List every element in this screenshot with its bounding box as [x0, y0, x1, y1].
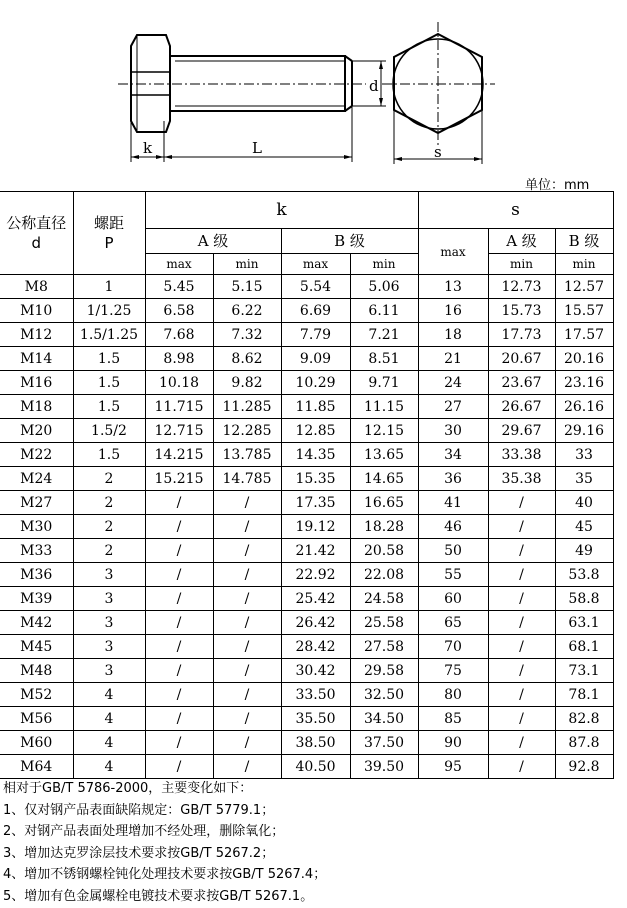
- table-cell: 29.16: [555, 419, 613, 443]
- table-cell: 22.92: [281, 563, 350, 587]
- table-cell: 39.50: [350, 755, 418, 779]
- table-cell: /: [213, 539, 281, 563]
- table-cell: /: [488, 611, 555, 635]
- table-cell: /: [145, 611, 213, 635]
- k-grade-a: A 级: [145, 229, 281, 254]
- table-cell: 7.79: [281, 323, 350, 347]
- table-cell: 35: [555, 467, 613, 491]
- table-cell: 90: [418, 731, 488, 755]
- table-cell: 23.16: [555, 371, 613, 395]
- table-cell: /: [213, 515, 281, 539]
- s-b-min: min: [555, 254, 613, 275]
- table-cell: 20.16: [555, 347, 613, 371]
- table-cell: 1.5: [73, 443, 145, 467]
- table-cell: 65: [418, 611, 488, 635]
- note-line: 2、对钢产品表面处理增加不经处理，删除氧化；: [3, 824, 285, 840]
- table-cell: 1.5: [73, 371, 145, 395]
- col-d-symbol: d: [31, 234, 42, 252]
- table-cell: /: [213, 587, 281, 611]
- k-grade-b: B 级: [281, 229, 418, 254]
- table-cell: 17.35: [281, 491, 350, 515]
- table-cell: /: [488, 755, 555, 779]
- col-p-title: 螺距: [93, 214, 124, 232]
- table-cell: 35.38: [488, 467, 555, 491]
- table-cell: /: [488, 491, 555, 515]
- table-cell: 3: [73, 635, 145, 659]
- col-d-header: [0, 192, 73, 275]
- table-cell: 16.65: [350, 491, 418, 515]
- table-row: [0, 419, 613, 443]
- table-cell: 1.5: [73, 347, 145, 371]
- table-cell: /: [213, 683, 281, 707]
- table-cell: 29.67: [488, 419, 555, 443]
- table-cell: /: [488, 731, 555, 755]
- table-cell: /: [145, 635, 213, 659]
- table-cell: 1.5/2: [73, 419, 145, 443]
- table-cell: /: [145, 707, 213, 731]
- table-cell: 8.51: [350, 347, 418, 371]
- s-a-min: min: [488, 254, 555, 275]
- table-cell: /: [213, 659, 281, 683]
- table-row: [0, 707, 613, 731]
- table-cell: 3: [73, 611, 145, 635]
- table-cell: /: [488, 539, 555, 563]
- table-cell: 7.32: [213, 323, 281, 347]
- table-cell: /: [213, 707, 281, 731]
- table-cell: /: [488, 659, 555, 683]
- table-cell: 5.54: [281, 275, 350, 299]
- bolt-drawing: [0, 0, 627, 172]
- table-cell: 14.785: [213, 467, 281, 491]
- table-cell: /: [488, 683, 555, 707]
- table-row: [0, 587, 613, 611]
- table-cell: 78.1: [555, 683, 613, 707]
- s-grade-a: A 级: [488, 229, 555, 254]
- dim-s-label: s: [434, 143, 442, 161]
- table-cell: 87.8: [555, 731, 613, 755]
- table-cell: 46: [418, 515, 488, 539]
- table-cell: 21: [418, 347, 488, 371]
- table-cell: /: [213, 491, 281, 515]
- table-cell: 14.35: [281, 443, 350, 467]
- table-cell: /: [488, 563, 555, 587]
- table-cell: /: [488, 635, 555, 659]
- table-cell: 1/1.25: [73, 299, 145, 323]
- table-cell: 1.5: [73, 395, 145, 419]
- table-cell: M30: [0, 515, 73, 539]
- table-cell: /: [145, 515, 213, 539]
- table-cell: 70: [418, 635, 488, 659]
- table-cell: /: [213, 611, 281, 635]
- table-cell: 17.73: [488, 323, 555, 347]
- s-header: s: [418, 192, 613, 229]
- table-cell: M8: [0, 275, 73, 299]
- col-p-header: [73, 192, 145, 275]
- table-row: [0, 755, 613, 779]
- table-cell: 21.42: [281, 539, 350, 563]
- table-cell: 27.58: [350, 635, 418, 659]
- table-cell: 34.50: [350, 707, 418, 731]
- table-cell: 22.08: [350, 563, 418, 587]
- s-max-header: max: [418, 229, 488, 275]
- table-cell: 12.15: [350, 419, 418, 443]
- table-cell: 13.785: [213, 443, 281, 467]
- table-cell: 15.215: [145, 467, 213, 491]
- dim-k-label: k: [143, 139, 153, 157]
- table-cell: 3: [73, 587, 145, 611]
- dim-d-label: d: [369, 77, 379, 95]
- table-cell: 25.42: [281, 587, 350, 611]
- table-cell: 4: [73, 731, 145, 755]
- table-cell: M20: [0, 419, 73, 443]
- table-cell: 40: [555, 491, 613, 515]
- table-row: [0, 683, 613, 707]
- table-row: [0, 515, 613, 539]
- table-cell: 24.58: [350, 587, 418, 611]
- table-row: [0, 539, 613, 563]
- table-cell: /: [145, 731, 213, 755]
- table-cell: 95: [418, 755, 488, 779]
- table-cell: 19.12: [281, 515, 350, 539]
- table-cell: 6.69: [281, 299, 350, 323]
- table-cell: 9.71: [350, 371, 418, 395]
- table-cell: 11.15: [350, 395, 418, 419]
- table-cell: 18.28: [350, 515, 418, 539]
- table-cell: 33: [555, 443, 613, 467]
- table-cell: /: [145, 659, 213, 683]
- table-cell: /: [145, 539, 213, 563]
- table-cell: 28.42: [281, 635, 350, 659]
- table-cell: 37.50: [350, 731, 418, 755]
- table-cell: /: [213, 755, 281, 779]
- table-cell: 49: [555, 539, 613, 563]
- table-cell: 30.42: [281, 659, 350, 683]
- table-cell: 55: [418, 563, 488, 587]
- col-p-symbol: P: [104, 234, 114, 252]
- k-a-min: min: [213, 254, 281, 275]
- table-cell: 16: [418, 299, 488, 323]
- table-cell: 32.50: [350, 683, 418, 707]
- table-cell: 1: [73, 275, 145, 299]
- table-row: [0, 491, 613, 515]
- table-cell: 45: [555, 515, 613, 539]
- table-row: [0, 611, 613, 635]
- note-line: 4、增加不锈钢螺栓钝化处理技术要求按GB/T 5267.4；: [3, 867, 327, 883]
- table-cell: M27: [0, 491, 73, 515]
- table-cell: 33.50: [281, 683, 350, 707]
- table-cell: 14.65: [350, 467, 418, 491]
- table-cell: 12.715: [145, 419, 213, 443]
- table-cell: 6.58: [145, 299, 213, 323]
- table-cell: 82.8: [555, 707, 613, 731]
- table-cell: 13.65: [350, 443, 418, 467]
- table-cell: 5.45: [145, 275, 213, 299]
- dim-L-label: L: [252, 139, 262, 157]
- table-cell: 73.1: [555, 659, 613, 683]
- table-cell: 13: [418, 275, 488, 299]
- table-cell: 12.57: [555, 275, 613, 299]
- table-cell: 38.50: [281, 731, 350, 755]
- table-cell: 20.67: [488, 347, 555, 371]
- table-cell: /: [488, 515, 555, 539]
- table-cell: 9.09: [281, 347, 350, 371]
- table-cell: 2: [73, 515, 145, 539]
- table-cell: M60: [0, 731, 73, 755]
- table-cell: 36: [418, 467, 488, 491]
- table-cell: 20.58: [350, 539, 418, 563]
- table-cell: 6.11: [350, 299, 418, 323]
- table-cell: 25.58: [350, 611, 418, 635]
- table-cell: 33.38: [488, 443, 555, 467]
- note-line: 1、仅对钢产品表面缺陷规定：GB/T 5779.1；: [3, 802, 275, 818]
- table-cell: 12.73: [488, 275, 555, 299]
- table-row: [0, 731, 613, 755]
- table-cell: 15.57: [555, 299, 613, 323]
- table-cell: M24: [0, 467, 73, 491]
- notes: [3, 778, 326, 908]
- table-cell: M39: [0, 587, 73, 611]
- table-row: [0, 563, 613, 587]
- table-cell: 30: [418, 419, 488, 443]
- k-b-max: max: [281, 254, 350, 275]
- table-cell: 24: [418, 371, 488, 395]
- table-cell: 2: [73, 491, 145, 515]
- table-cell: 50: [418, 539, 488, 563]
- note-line: 相对于GB/T 5786-2000，主要变化如下：: [3, 781, 253, 796]
- table-cell: M10: [0, 299, 73, 323]
- table-cell: 12.285: [213, 419, 281, 443]
- table-cell: 15.73: [488, 299, 555, 323]
- table-cell: 4: [73, 683, 145, 707]
- table-cell: M42: [0, 611, 73, 635]
- table-cell: 6.22: [213, 299, 281, 323]
- table-cell: /: [145, 563, 213, 587]
- table-cell: 4: [73, 707, 145, 731]
- table-cell: 41: [418, 491, 488, 515]
- table-cell: 4: [73, 755, 145, 779]
- table-cell: 80: [418, 683, 488, 707]
- table-cell: 58.8: [555, 587, 613, 611]
- table-cell: M16: [0, 371, 73, 395]
- bolt-spec-table: [0, 191, 614, 779]
- table-row: [0, 299, 613, 323]
- table-cell: 75: [418, 659, 488, 683]
- table-cell: M22: [0, 443, 73, 467]
- table-cell: 2: [73, 539, 145, 563]
- table-cell: 53.8: [555, 563, 613, 587]
- table-cell: 27: [418, 395, 488, 419]
- table-row: [0, 275, 613, 299]
- table-cell: 1.5/1.25: [73, 323, 145, 347]
- table-cell: 7.68: [145, 323, 213, 347]
- table-row: [0, 659, 613, 683]
- table-cell: 3: [73, 659, 145, 683]
- table-cell: 26.67: [488, 395, 555, 419]
- note-line: 5、增加有色金属螺栓电镀技术要求按GB/T 5267.1。: [3, 888, 314, 904]
- table-cell: 63.1: [555, 611, 613, 635]
- table-cell: 34: [418, 443, 488, 467]
- table-cell: 17.57: [555, 323, 613, 347]
- unit-label: 单位：mm: [525, 178, 590, 193]
- table-cell: M56: [0, 707, 73, 731]
- table-cell: 26.42: [281, 611, 350, 635]
- table-cell: 11.85: [281, 395, 350, 419]
- k-header: k: [145, 192, 418, 229]
- table-cell: 23.67: [488, 371, 555, 395]
- table-cell: 9.82: [213, 371, 281, 395]
- table-cell: 60: [418, 587, 488, 611]
- table-cell: 40.50: [281, 755, 350, 779]
- table-row: [0, 371, 613, 395]
- table-cell: M18: [0, 395, 73, 419]
- note-line: 3、增加达克罗涂层技术要求按GB/T 5267.2；: [3, 845, 275, 861]
- table-cell: 5.15: [213, 275, 281, 299]
- table-cell: 26.16: [555, 395, 613, 419]
- table-cell: M14: [0, 347, 73, 371]
- table-cell: 10.29: [281, 371, 350, 395]
- table-cell: 29.58: [350, 659, 418, 683]
- s-grade-b: B 级: [555, 229, 613, 254]
- table-row: [0, 395, 613, 419]
- k-b-min: min: [350, 254, 418, 275]
- table-cell: /: [145, 683, 213, 707]
- table-cell: 5.06: [350, 275, 418, 299]
- table-cell: 2: [73, 467, 145, 491]
- k-a-max: max: [145, 254, 213, 275]
- table-cell: 12.85: [281, 419, 350, 443]
- table-cell: /: [488, 587, 555, 611]
- table-cell: M48: [0, 659, 73, 683]
- table-cell: 35.50: [281, 707, 350, 731]
- table-cell: 8.98: [145, 347, 213, 371]
- table-cell: 3: [73, 563, 145, 587]
- table-cell: /: [213, 635, 281, 659]
- table-cell: 18: [418, 323, 488, 347]
- table-cell: M33: [0, 539, 73, 563]
- table-cell: M52: [0, 683, 73, 707]
- table-row: [0, 323, 613, 347]
- table-row: [0, 443, 613, 467]
- table-cell: 11.715: [145, 395, 213, 419]
- table-cell: 85: [418, 707, 488, 731]
- table-cell: 8.62: [213, 347, 281, 371]
- table-body: [0, 275, 613, 779]
- table-cell: /: [213, 731, 281, 755]
- table-cell: M12: [0, 323, 73, 347]
- table-row: [0, 347, 613, 371]
- table-cell: /: [145, 491, 213, 515]
- table-cell: 7.21: [350, 323, 418, 347]
- table-cell: M64: [0, 755, 73, 779]
- table-cell: /: [213, 563, 281, 587]
- table-cell: M45: [0, 635, 73, 659]
- table-row: [0, 467, 613, 491]
- table-cell: 68.1: [555, 635, 613, 659]
- table-cell: /: [145, 587, 213, 611]
- table-cell: 15.35: [281, 467, 350, 491]
- table-cell: /: [488, 707, 555, 731]
- table-cell: 11.285: [213, 395, 281, 419]
- table-cell: 92.8: [555, 755, 613, 779]
- table-cell: 10.18: [145, 371, 213, 395]
- table-row: [0, 635, 613, 659]
- col-d-title: 公称直径: [6, 214, 67, 232]
- table-cell: M36: [0, 563, 73, 587]
- table-cell: /: [145, 755, 213, 779]
- table-cell: 14.215: [145, 443, 213, 467]
